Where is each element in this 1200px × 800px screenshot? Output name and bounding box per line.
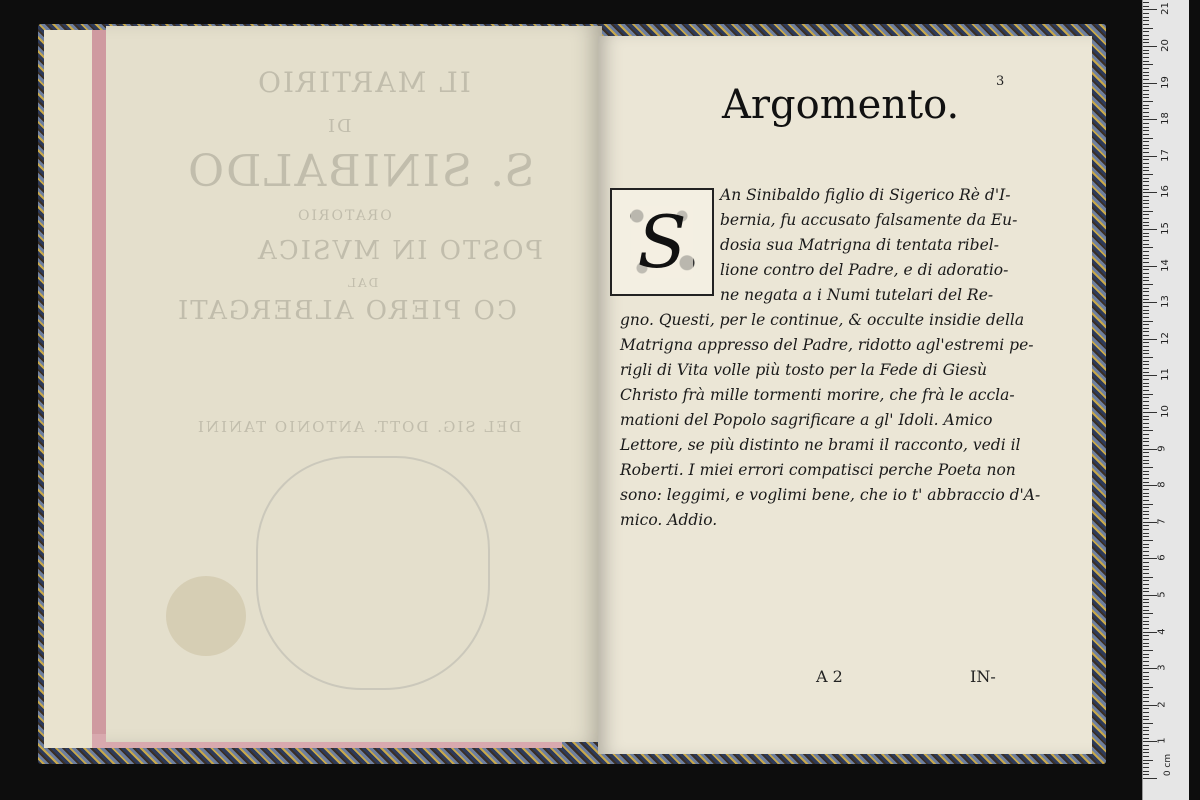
ruler-tick <box>1143 697 1149 698</box>
ruler-tick <box>1143 405 1149 406</box>
ruler-tick <box>1143 416 1149 417</box>
ruler-tick <box>1143 727 1149 728</box>
ruler-tick <box>1143 617 1149 618</box>
ruler-tick <box>1143 357 1153 358</box>
ruler-tick <box>1143 525 1149 526</box>
ruler-tick <box>1143 730 1149 731</box>
ruler-number: 1 <box>1156 737 1168 745</box>
ruler-tick <box>1143 61 1149 62</box>
ruler-tick <box>1143 328 1149 329</box>
ruler-tick <box>1143 441 1149 442</box>
ruler-tick <box>1143 591 1149 592</box>
ruler-tick <box>1143 562 1149 563</box>
ghost-line: IL MARTIRIO <box>256 66 471 99</box>
ruler-tick <box>1143 741 1157 742</box>
ruler-tick <box>1143 471 1149 472</box>
ruler-tick <box>1143 108 1149 109</box>
ghost-stamp <box>166 576 246 656</box>
ruler-tick <box>1143 496 1149 497</box>
ruler-tick <box>1143 657 1149 658</box>
ruler-tick <box>1143 482 1149 483</box>
ruler-tick <box>1143 522 1157 523</box>
ruler-tick <box>1143 489 1149 490</box>
decorated-initial <box>610 188 714 296</box>
ruler-tick <box>1143 79 1149 80</box>
ruler-number: 17 <box>1159 148 1171 162</box>
ruler-tick <box>1143 379 1149 380</box>
ruler-tick <box>1143 485 1157 486</box>
ruler-tick <box>1143 200 1149 201</box>
ruler-tick <box>1143 749 1149 750</box>
ruler-number: 14 <box>1159 258 1171 272</box>
ruler-number: 11 <box>1159 368 1171 382</box>
ruler-tick <box>1143 566 1149 567</box>
ruler-tick <box>1143 767 1149 768</box>
ruler-tick <box>1143 423 1149 424</box>
ruler-tick <box>1143 529 1149 530</box>
ruler-tick <box>1143 20 1149 21</box>
ruler-tick <box>1143 116 1149 117</box>
ruler-tick <box>1143 584 1149 585</box>
ruler-tick <box>1143 138 1153 139</box>
ruler-tick <box>1143 771 1149 772</box>
ruler-tick <box>1143 690 1149 691</box>
ruler-number: 4 <box>1156 627 1168 635</box>
ruler-tick <box>1143 580 1149 581</box>
ruler-tick <box>1143 9 1157 10</box>
ruler-tick <box>1143 94 1149 95</box>
ruler-tick <box>1143 665 1149 666</box>
ruler-tick <box>1143 185 1149 186</box>
ruler-tick <box>1143 694 1149 695</box>
ruler-tick <box>1143 233 1149 234</box>
ruler-number: 19 <box>1159 75 1171 89</box>
ruler-tick <box>1143 269 1149 270</box>
ruler-tick <box>1143 394 1153 395</box>
ruler-number: 3 <box>1156 664 1168 671</box>
ruler-tick <box>1143 449 1157 450</box>
ruler-tick <box>1143 624 1149 625</box>
ruler-tick <box>1143 390 1149 391</box>
ruler-tick <box>1143 148 1149 149</box>
ruler-tick <box>1143 610 1149 611</box>
ghost-line: DI <box>326 116 352 137</box>
ruler-tick <box>1143 331 1149 332</box>
ruler-tick <box>1143 112 1149 113</box>
ruler-tick <box>1143 170 1149 171</box>
ruler-tick <box>1143 401 1149 402</box>
ruler-number: 21 <box>1159 2 1171 16</box>
ruler-tick <box>1143 17 1149 18</box>
ruler-tick <box>1143 676 1149 677</box>
ruler-tick <box>1143 588 1149 589</box>
ruler-tick <box>1143 284 1153 285</box>
ruler-tick <box>1143 321 1153 322</box>
ruler-tick <box>1143 602 1149 603</box>
ruler-tick <box>1143 134 1149 135</box>
ruler-tick <box>1143 222 1149 223</box>
ruler-tick <box>1143 119 1157 120</box>
text-line: An Sinibaldo figlio di Sigerico Rè d'I- <box>720 186 1011 204</box>
ruler-number: 18 <box>1159 112 1171 126</box>
text-line: ne negata a i Numi tutelari del Re- <box>720 286 994 304</box>
ruler-tick <box>1143 273 1149 274</box>
ruler-tick <box>1143 632 1157 633</box>
text-line: sono: leggimi, e voglimi bene, che io t' abbraccio d'A- <box>620 486 1041 504</box>
right-page <box>598 36 1092 754</box>
ruler-tick <box>1143 621 1149 622</box>
ruler-tick <box>1143 705 1157 706</box>
ruler-tick <box>1143 335 1149 336</box>
ruler-tick <box>1143 31 1149 32</box>
ruler-tick <box>1143 101 1153 102</box>
ruler-tick <box>1143 752 1149 753</box>
ruler-tick <box>1143 500 1149 501</box>
ruler-tick <box>1143 152 1149 153</box>
ruler-tick <box>1143 141 1149 142</box>
ruler-tick <box>1143 430 1153 431</box>
ruler-tick <box>1143 716 1149 717</box>
ruler-tick <box>1143 50 1149 51</box>
ruler-tick <box>1143 302 1157 303</box>
ruler-tick <box>1143 181 1149 182</box>
ruler-tick <box>1143 266 1157 267</box>
ruler-tick <box>1143 712 1149 713</box>
ruler-tick <box>1143 434 1149 435</box>
ghost-crest <box>256 456 490 690</box>
ruler-tick <box>1143 277 1149 278</box>
ruler-tick <box>1143 346 1149 347</box>
ruler-tick <box>1143 445 1149 446</box>
ruler-tick <box>1143 397 1149 398</box>
ruler-tick <box>1143 130 1149 131</box>
ruler-tick <box>1143 463 1149 464</box>
ruler-number: 12 <box>1159 331 1171 345</box>
ruler-tick <box>1143 504 1153 505</box>
ruler-tick <box>1143 105 1149 106</box>
ruler-number: 7 <box>1156 518 1168 525</box>
ghost-line: DEL SIG. DOTT. ANTONIO TANINI <box>196 418 522 436</box>
ruler-tick <box>1143 668 1157 669</box>
ruler-tick <box>1143 756 1149 757</box>
ruler-tick <box>1143 236 1149 237</box>
ruler-tick <box>1143 247 1153 248</box>
ruler-tick <box>1143 225 1149 226</box>
ruler-tick <box>1143 258 1149 259</box>
ruler-tick <box>1143 723 1153 724</box>
ruler-tick <box>1143 540 1153 541</box>
text-line: mico. Addio. <box>620 511 718 529</box>
text-line: Christo frà mille tormenti morire, che frà le accla- <box>620 386 1015 404</box>
ruler-tick <box>1143 53 1149 54</box>
ruler-tick <box>1143 317 1149 318</box>
ruler-tick <box>1143 240 1149 241</box>
ruler-tick <box>1143 251 1149 252</box>
ruler-tick <box>1143 68 1149 69</box>
ruler-tick <box>1143 419 1149 420</box>
ruler-number: 8 <box>1156 481 1168 488</box>
ruler-tick <box>1143 24 1149 25</box>
ruler-tick <box>1143 635 1149 636</box>
ruler-tick <box>1143 196 1149 197</box>
ruler-tick <box>1143 339 1157 340</box>
text-line: mationi del Popolo sagrificare a gl' Idoli. Amico <box>620 411 993 429</box>
ruler-tick <box>1143 408 1149 409</box>
ruler-tick <box>1143 42 1149 43</box>
ruler-tick <box>1143 438 1149 439</box>
ruler-tick <box>1143 701 1149 702</box>
catchword: IN- <box>970 667 996 686</box>
text-line: lione contro del Padre, e di adoratio- <box>720 261 1009 279</box>
ruler-tick <box>1143 778 1157 779</box>
ruler-tick <box>1143 514 1149 515</box>
ruler-tick <box>1143 310 1149 311</box>
ruler-tick <box>1143 159 1149 160</box>
text-line: dosia sua Matrigna di tentata ribel- <box>720 236 999 254</box>
ruler-number: 15 <box>1159 222 1171 235</box>
ruler-tick <box>1143 127 1149 128</box>
ruler-tick <box>1143 493 1149 494</box>
ghost-line: DAL <box>346 276 379 290</box>
ruler-number: 2 <box>1156 701 1168 708</box>
ruler-tick <box>1143 214 1149 215</box>
ruler-tick <box>1143 288 1149 289</box>
ruler-tick <box>1143 738 1149 739</box>
ruler-tick <box>1143 679 1149 680</box>
ruler-tick <box>1143 364 1149 365</box>
ruler-tick <box>1143 86 1149 87</box>
ruler-tick <box>1143 551 1149 552</box>
ruler-tick <box>1143 643 1149 644</box>
ruler-tick <box>1143 628 1149 629</box>
ruler-tick <box>1143 533 1149 534</box>
ruler-tick <box>1143 577 1153 578</box>
ruler-tick <box>1143 734 1149 735</box>
ruler-tick <box>1143 719 1149 720</box>
ruler-tick <box>1143 573 1149 574</box>
ruler-tick <box>1143 203 1149 204</box>
ruler-tick <box>1143 569 1149 570</box>
ruler-tick <box>1143 306 1149 307</box>
ruler-tick <box>1143 167 1149 168</box>
measurement-ruler <box>1142 0 1189 800</box>
ruler-number: 9 <box>1156 444 1168 452</box>
text-line: gno. Questi, per le continue, & occulte insidie della <box>620 311 1025 329</box>
ruler-number: 16 <box>1159 185 1171 199</box>
ruler-tick <box>1143 295 1149 296</box>
ruler-tick <box>1143 672 1149 673</box>
ruler-tick <box>1143 558 1157 559</box>
ruler-tick <box>1143 452 1149 453</box>
ruler-tick <box>1143 218 1149 219</box>
ruler-tick <box>1143 708 1149 709</box>
ruler-tick <box>1143 460 1149 461</box>
ruler-tick <box>1143 639 1149 640</box>
text-line: Lettore, se più distinto ne brami il racconto, vedi il <box>620 436 1021 454</box>
page-number: 3 <box>996 74 1005 89</box>
ruler-tick <box>1143 646 1149 647</box>
ruler-number: 6 <box>1156 554 1168 562</box>
ruler-number: 13 <box>1159 295 1171 309</box>
ruler-tick <box>1143 507 1149 508</box>
ruler-tick <box>1143 613 1153 614</box>
ruler-tick <box>1143 687 1153 688</box>
ruler-tick <box>1143 83 1157 84</box>
ruler-tick <box>1143 64 1153 65</box>
ruler-tick <box>1143 599 1149 600</box>
signature-mark: A 2 <box>816 667 843 686</box>
ruler-tick <box>1143 6 1149 7</box>
ruler-tick <box>1143 547 1149 548</box>
ruler-tick <box>1143 97 1149 98</box>
left-page <box>106 26 602 742</box>
ruler-tick <box>1143 90 1149 91</box>
ruler-tick <box>1143 555 1149 556</box>
ruler-tick <box>1143 178 1149 179</box>
initial-letter: S <box>631 206 692 278</box>
ruler-tick <box>1143 35 1149 36</box>
ruler-tick <box>1143 412 1157 413</box>
ruler-tick <box>1143 255 1149 256</box>
ruler-tick <box>1143 606 1149 607</box>
ruler-tick <box>1143 39 1149 40</box>
ruler-tick <box>1143 763 1149 764</box>
ruler-tick <box>1143 474 1149 475</box>
ruler-tick <box>1143 207 1149 208</box>
ruler-tick <box>1143 368 1149 369</box>
ruler-tick <box>1143 661 1149 662</box>
ruler-tick <box>1143 467 1153 468</box>
text-line: Matrigna appresso del Padre, ridotto agl'estremi pe- <box>620 336 1034 354</box>
ruler-tick <box>1143 350 1149 351</box>
ruler-number: 10 <box>1159 405 1171 418</box>
ruler-tick <box>1143 13 1149 14</box>
ruler-tick <box>1143 544 1149 545</box>
ruler-tick <box>1143 75 1149 76</box>
ruler-tick <box>1143 361 1149 362</box>
ruler-tick <box>1143 28 1153 29</box>
ruler-tick <box>1143 123 1149 124</box>
ruler-tick <box>1143 456 1149 457</box>
ruler-tick <box>1143 536 1149 537</box>
text-line: bernia, fu accusato falsamente da Eu- <box>720 211 1018 229</box>
ruler-tick <box>1143 313 1149 314</box>
ruler-tick <box>1143 324 1149 325</box>
ruler-tick <box>1143 760 1153 761</box>
ruler-tick <box>1143 386 1149 387</box>
ruler-number: 20 <box>1159 39 1171 52</box>
ruler-tick <box>1143 163 1149 164</box>
text-line: rigli di Vita volle più tosto per la Fede di Giesù <box>620 361 988 379</box>
ghost-line: S. SINIBALDO <box>186 146 535 197</box>
ruler-tick <box>1143 72 1149 73</box>
ruler-tick <box>1143 518 1149 519</box>
ruler-tick <box>1143 683 1149 684</box>
ruler-tick <box>1143 211 1153 212</box>
ruler-unit-label: 0 cm <box>1163 753 1174 777</box>
ruler-tick <box>1143 57 1149 58</box>
text-line: Roberti. I miei errori compatisci perche Poeta non <box>620 461 1016 479</box>
ruler-tick <box>1143 145 1149 146</box>
ruler-tick <box>1143 353 1149 354</box>
ruler-tick <box>1143 192 1157 193</box>
ruler-tick <box>1143 46 1157 47</box>
ruler-tick <box>1143 291 1149 292</box>
ruler-tick <box>1143 427 1149 428</box>
ruler-tick <box>1143 280 1149 281</box>
ruler-tick <box>1143 156 1157 157</box>
ruler-tick <box>1143 2 1149 3</box>
ruler-tick <box>1143 262 1149 263</box>
ghost-line: ORATORIO <box>296 208 392 224</box>
ruler-tick <box>1143 774 1149 775</box>
ruler-tick <box>1143 511 1149 512</box>
ruler-number: 5 <box>1156 591 1168 598</box>
ruler-tick <box>1143 174 1153 175</box>
ghost-line: POSTO IN MVSICA <box>256 236 543 266</box>
ruler-tick <box>1143 478 1149 479</box>
ruler-tick <box>1143 229 1157 230</box>
ruler-tick <box>1143 372 1149 373</box>
ruler-tick <box>1143 342 1149 343</box>
ruler-tick <box>1143 383 1149 384</box>
ruler-tick <box>1143 595 1157 596</box>
ruler-tick <box>1143 650 1153 651</box>
ruler-tick <box>1143 189 1149 190</box>
ruler-tick <box>1143 745 1149 746</box>
ruler-tick <box>1143 375 1157 376</box>
ruler-tick <box>1143 244 1149 245</box>
page-heading: Argomento. <box>722 82 960 128</box>
ghost-line: CO PIERO ALBERGATI <box>176 296 517 326</box>
ruler-tick <box>1143 654 1149 655</box>
ruler-tick <box>1143 299 1149 300</box>
